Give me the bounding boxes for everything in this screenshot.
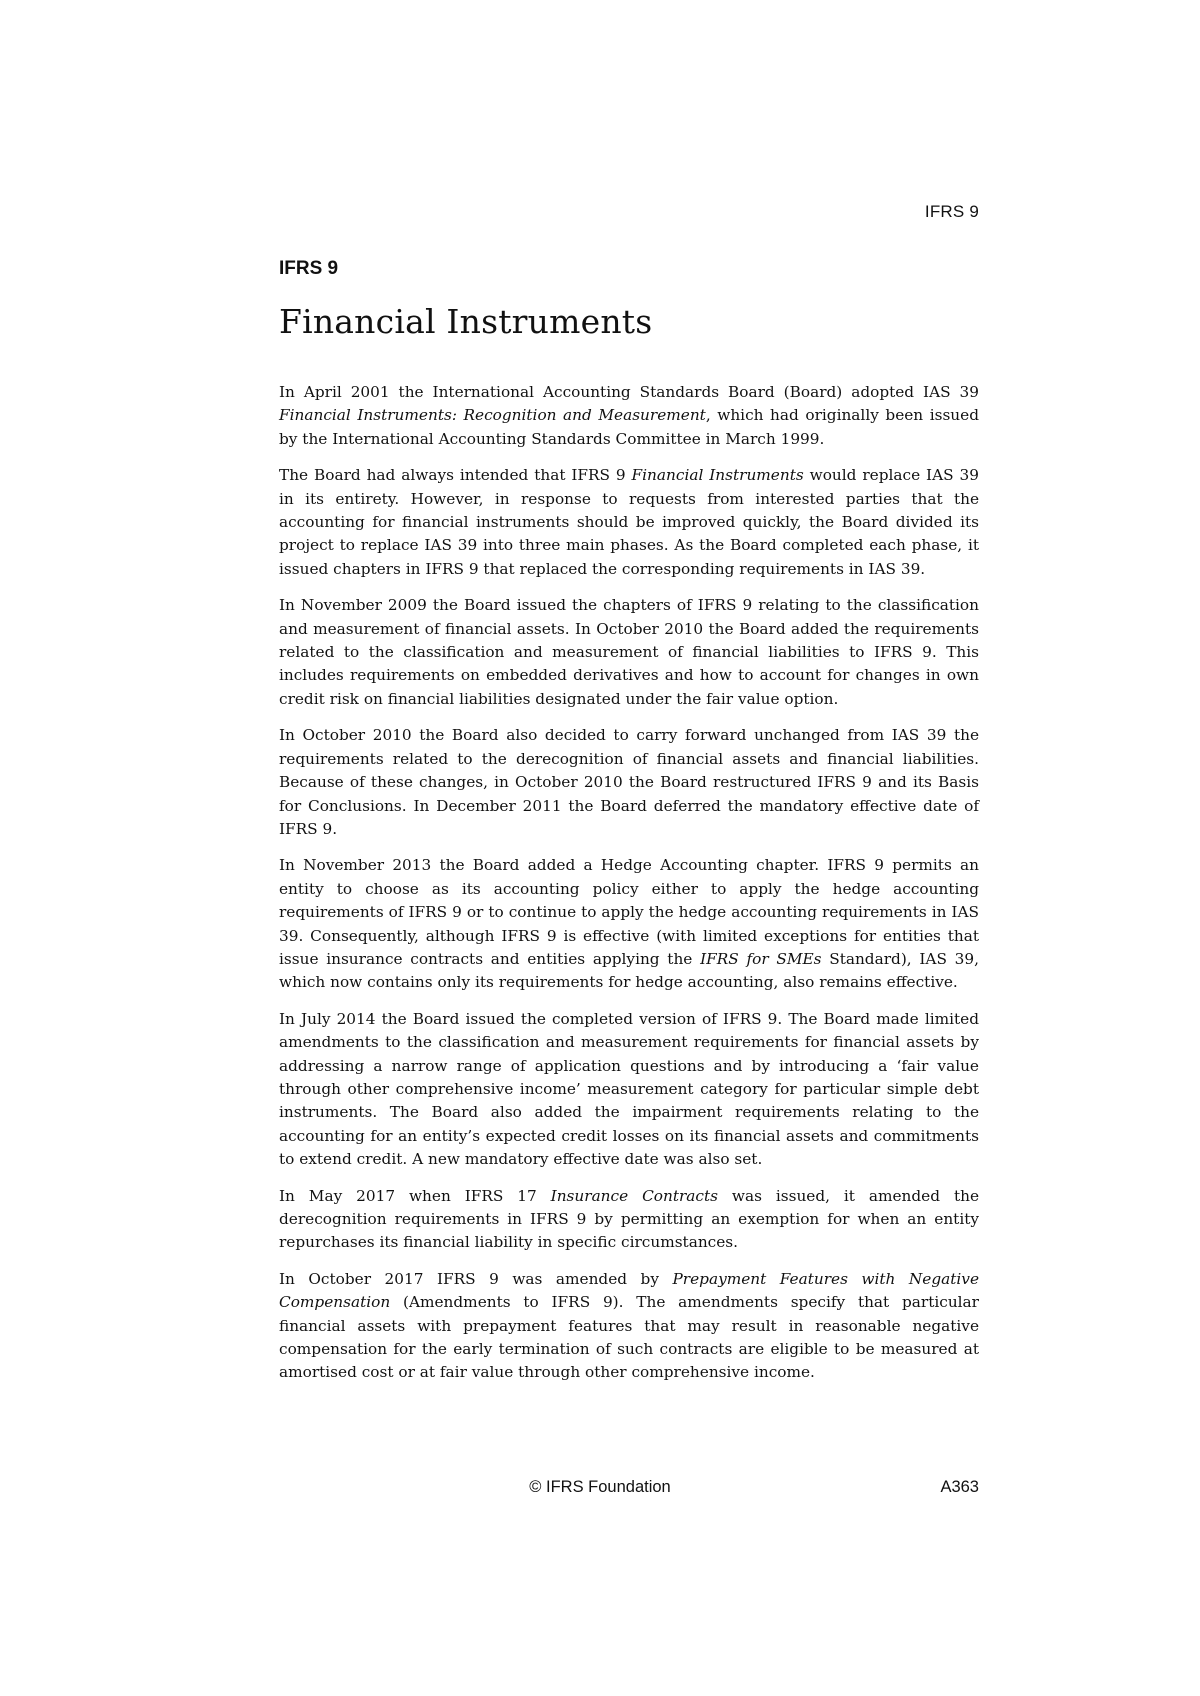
intro-paragraph-8 (279, 1268, 979, 1385)
intro-paragraph-3: In November 2009 the Board issued the chapters of IFRS 9 relating to the classification and measurement of financial assets. In October 2010 the Board added the requirements related to the classification and measurement of financial liabilities to IFRS 9. This includes requirements on embedded derivatives and how to account for changes in own credit risk on financial liabilities designated under the fair value option. (279, 596, 979, 708)
page-number: A363 (940, 1478, 979, 1496)
running-header: IFRS 9 (924, 202, 979, 221)
paragraph-text: would replace IAS 39 in its entirety. However, in response to requests from interested parties that the accounting for financial instruments should be improved quickly, the Board divided its project to replace IAS 39 into three main phases. As the Board completed each phase, it issued chapters in IFRS 9 that replaced the corresponding requirements in IAS 39. (279, 466, 979, 578)
document-title-italic: Insurance Contracts (550, 1186, 718, 1205)
intro-paragraph-1 (279, 381, 979, 451)
paragraph-text: was issued, it amended the derecognition requirements in IFRS 9 by permitting an exemption for when an entity repurchases its financial liability in specific circumstances. (279, 1186, 979, 1252)
introduction (279, 381, 979, 1385)
paragraph-text: (Amendments to IFRS 9). The amendments specify that particular financial assets with prepayment features that may result in reasonable negative compensation for the early termination of such contracts are eligible to be measured at amortised cost or at fair value through other comprehensive income. (279, 1293, 979, 1382)
intro-paragraph-7 (279, 1185, 979, 1255)
paragraph-text: In May 2017 when IFRS 17 (279, 1186, 551, 1205)
paragraph-text: In April 2001 the International Accounting Standards Board (Board) adopted IAS 39 (279, 383, 979, 401)
intro-paragraph-5 (279, 854, 979, 994)
page-title: Financial Instruments (279, 302, 653, 341)
paragraph-text: In October 2017 IFRS 9 was amended by (279, 1269, 673, 1288)
document-title-italic: Prepayment Features with Negative Compensation (279, 1269, 979, 1312)
paragraph-text: In November 2013 the Board added a Hedge Accounting chapter. IFRS 9 permits an entity to choose as its accounting policy either to apply the hedge accounting requirements of IFRS 9 or to continue to apply the hedge accounting requirements in IAS 39. Consequently, although IFRS 9 is effective (with limited exceptions for entities that issue insurance contracts and entities applying the (279, 856, 979, 968)
paragraph-text: The Board had always intended that IFRS 9 (279, 466, 632, 485)
footer-copyright: © IFRS Foundation (529, 1478, 671, 1496)
paragraph-text: , which had originally been issued by the International Accounting Standards Committee in March 1999. (279, 406, 979, 448)
page-content (279, 258, 979, 1398)
document-title-italic: Financial Instruments: Recognition and Measurement (279, 406, 706, 425)
intro-paragraph-6: In July 2014 the Board issued the completed version of IFRS 9. The Board made limited amendments to the classification and measurement requirements for financial assets by addressing a narrow range of application questions and by introducing a ‘fair value through other comprehensive income’ measurement category for particular simple debt instruments. The Board also added the impairment requirements relating to the accounting for an entity’s expected credit losses on its financial assets and commitments to extend credit. A new mandatory effective date was also set. (279, 1009, 979, 1169)
document-title-italic: Financial Instruments (631, 466, 804, 485)
intro-paragraph-4: In October 2010 the Board also decided to carry forward unchanged from IAS 39 the requirements related to the derecognition of financial assets and financial liabilities. Because of these changes, in October 2010 the Board restructured IFRS 9 and its Basis for Conclusions. In December 2011 the Board deferred the mandatory effective date of IFRS 9. (279, 726, 979, 838)
intro-paragraph-2 (279, 464, 979, 581)
paragraph-text: Standard), IAS 39, which now contains only its requirements for hedge accounting, also remains effective. (279, 949, 979, 992)
document-title-italic: IFRS for SMEs (700, 949, 822, 968)
standard-code: IFRS 9 (279, 258, 339, 279)
